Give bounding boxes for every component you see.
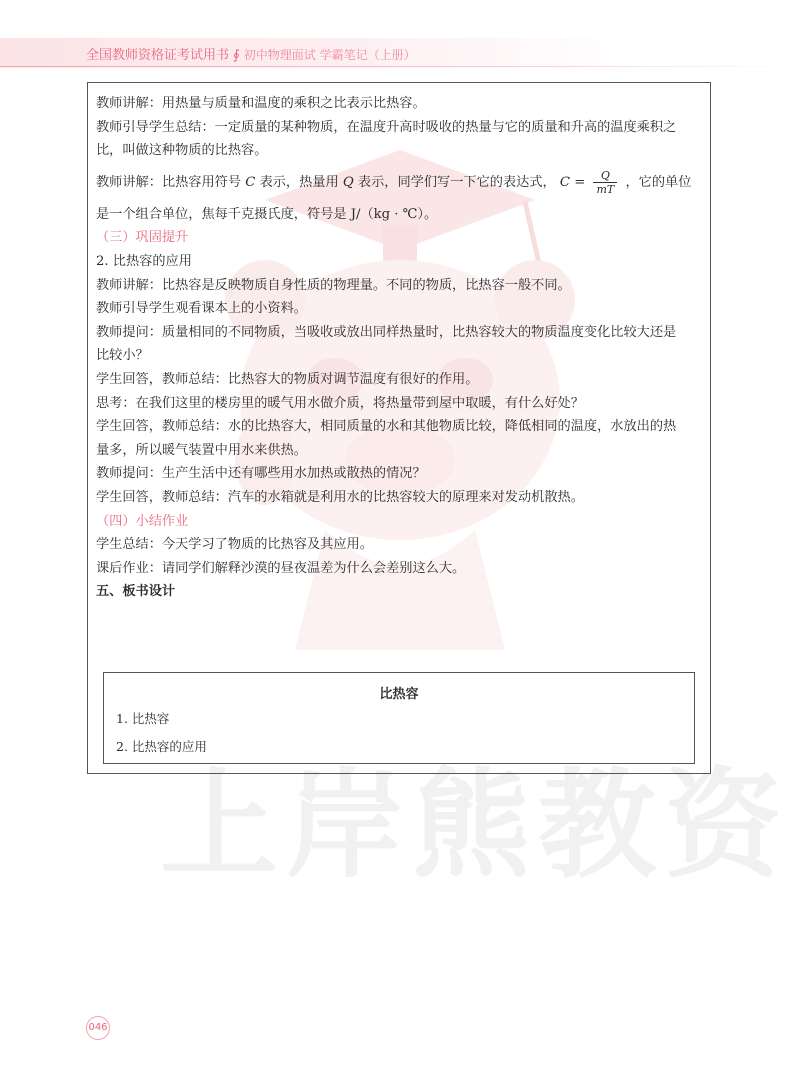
paragraph-line: 教师提问：质量相同的不同物质，当吸收或放出同样热量时，比热容较大的物质温度变化比较大还是 — [96, 324, 677, 340]
book-title: 初中物理面试 学霸笔记（上册） — [243, 48, 416, 62]
paragraph-line: 比较小？ — [96, 348, 149, 364]
paragraph-line: 教师提问：生产生活中还有哪些用水加热或散热的情况？ — [96, 466, 426, 482]
formula-lhs: C = — [559, 174, 586, 190]
header-separator-icon: ∮ — [233, 48, 240, 63]
paragraph-line: 2. 比热容的应用 — [96, 253, 192, 269]
paragraph-line: 思考：在我们这里的楼房里的暖气用水做介质，将热量带到屋中取暖，有什么好处？ — [96, 395, 584, 411]
watermark-text: 上岸熊教资 — [160, 756, 791, 894]
fraction-denominator: mT — [596, 182, 615, 196]
section-heading: （三）巩固提升 — [96, 230, 189, 246]
page-number: 046 — [86, 1016, 110, 1040]
paragraph-line: 学生总结：今天学习了物质的比热容及其应用。 — [96, 537, 373, 553]
paragraph-line: 教师讲解：比热容是反映物质自身性质的物理量。不同的物质，比热容一般不同。 — [96, 277, 571, 293]
paragraph-line: 教师引导学生总结：一定质量的某种物质，在温度升高时吸收的热量与它的质量和升高的温度乘积之 — [96, 119, 677, 135]
paragraph-line: 比，叫做这种物质的比热容。 — [96, 143, 268, 159]
paragraph-line: 学生回答，教师总结：汽车的水箱就是利用水的比热容较大的原理来对发动机散热。 — [96, 489, 584, 505]
formula-text: 表示，同学们写一下它的表达式， — [357, 174, 556, 190]
paragraph-line: 学生回答，教师总结：比热容大的物质对调节温度有很好的作用。 — [96, 371, 479, 387]
paragraph-line: 是一个组合单位，焦每千克摄氏度，符号是 J/（kg · ℃）。 — [96, 206, 438, 222]
symbol-q: Q — [342, 174, 354, 190]
header-divider — [0, 66, 800, 67]
board-title: 比热容 — [379, 687, 419, 702]
formula-text: ，它的单位 — [625, 174, 692, 190]
paragraph-line: 教师引导学生观看课本上的小资料。 — [96, 301, 307, 317]
lesson-content — [96, 92, 706, 604]
formula-intro: 教师讲解：比热容用符号 — [96, 174, 242, 190]
formula-text: 表示，热量用 — [259, 174, 339, 190]
section-heading: 五、板书设计 — [96, 584, 176, 600]
symbol-c: C — [245, 174, 256, 190]
paragraph-line: 学生回答，教师总结：水的比热容大，相同质量的水和其他物质比较，降低相同的温度，水放出的热 — [96, 419, 677, 435]
running-header — [86, 44, 416, 63]
paragraph-line: 教师讲解：用热量与质量和温度的乘积之比表示比热容。 — [96, 96, 426, 111]
board-item: 2. 比热容的应用 — [116, 739, 207, 754]
paragraph-line: 量多，所以暖气装置中用水来供热。 — [96, 442, 307, 458]
section-heading: （四）小结作业 — [96, 513, 189, 529]
fraction — [593, 169, 617, 196]
formula-line — [96, 163, 706, 203]
paragraph-line: 课后作业：请同学们解释沙漠的昼夜温差为什么会差别这么大。 — [96, 560, 466, 576]
board-design-box — [103, 672, 695, 764]
board-item: 1. 比热容 — [116, 711, 170, 726]
book-series: 全国教师资格证考试用书 — [86, 48, 230, 63]
fraction-numerator: Q — [593, 169, 617, 183]
